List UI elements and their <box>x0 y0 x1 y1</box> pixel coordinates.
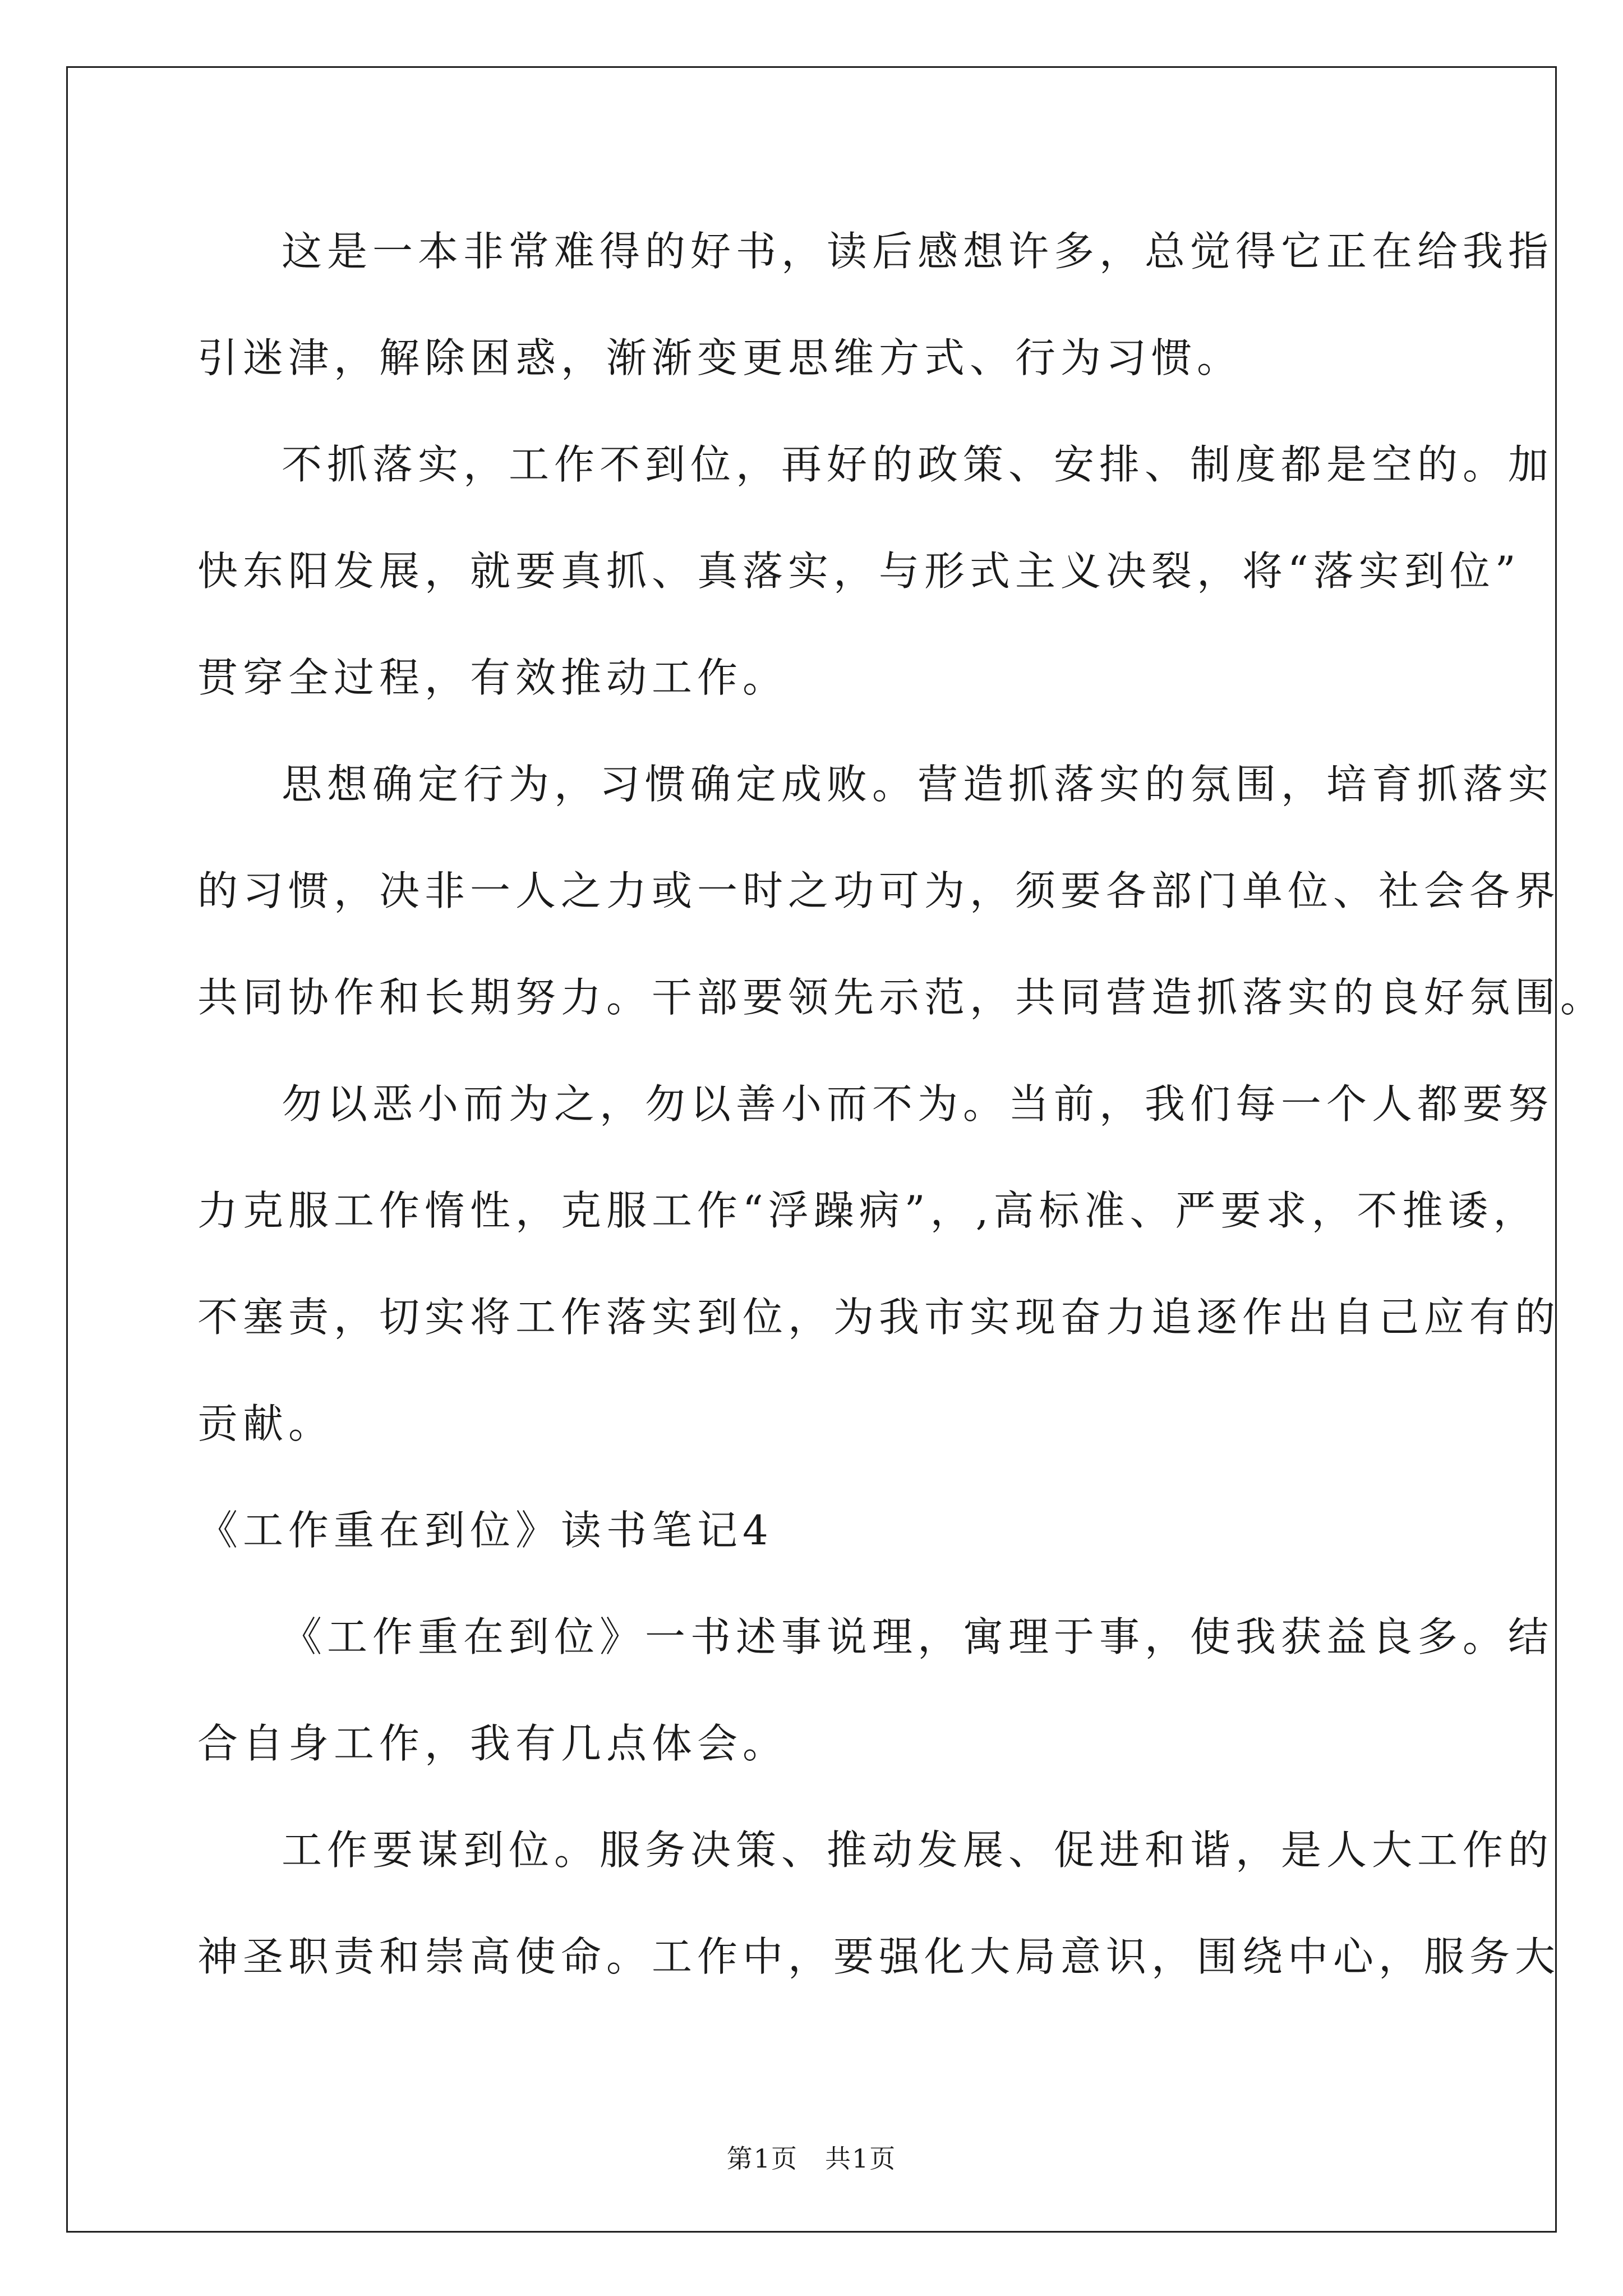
paragraph-3-line-3: 共同协作和长期努力。干部要领先示范，共同营造抓落实的良好氛围。 <box>197 974 1606 1021</box>
paragraph-4-line-1: 勿以恶小而为之，勿以善小而不为。当前，我们每一个人都要努 <box>282 1080 1554 1128</box>
paragraph-3-line-1: 思想确定行为，习惯确定成败。营造抓落实的氛围，培育抓落实 <box>282 761 1554 808</box>
paragraph-2-line-2: 快东阳发展，就要真抓、真落实，与形式主义决裂，将“落实到位” <box>197 547 1521 595</box>
page-number-footer: 第1页 共1页 <box>726 2143 897 2174</box>
paragraph-2-line-1: 不抓落实，工作不到位，再好的政策、安排、制度都是空的。加 <box>282 441 1554 488</box>
paragraph-4-line-3: 不塞责，切实将工作落实到位，为我市实现奋力追逐作出自己应有的 <box>197 1294 1561 1341</box>
paragraph-1-line-2: 引迷津，解除困惑，渐渐变更思维方式、行为习惯。 <box>197 334 1243 381</box>
section-paragraph-1-line-1: 《工作重在到位》一书述事说理，寓理于事，使我获益良多。结 <box>282 1613 1554 1660</box>
paragraph-4-line-2: 力克服工作惰性，克服工作“浮躁病”，,高标准、严要求，不推诿， <box>197 1187 1539 1234</box>
paragraph-1-line-1: 这是一本非常难得的好书，读后感想许多，总觉得它正在给我指 <box>282 228 1554 275</box>
paragraph-4-line-4: 贡献。 <box>197 1400 334 1447</box>
paragraph-3-line-2: 的习惯，决非一人之力或一时之功可为，须要各部门单位、社会各界 <box>197 867 1561 914</box>
section-paragraph-1-line-2: 合自身工作，我有几点体会。 <box>197 1720 789 1767</box>
document-body <box>197 222 1606 2033</box>
section-paragraph-2-line-1: 工作要谋到位。服务决策、推动发展、促进和谐，是人大工作的 <box>282 1826 1554 1874</box>
section-heading: 《工作重在到位》读书笔记4 <box>197 1507 773 1554</box>
paragraph-2-line-3: 贯穿全过程，有效推动工作。 <box>197 654 789 701</box>
section-paragraph-2-line-2: 神圣职责和崇高使命。工作中，要强化大局意识，围绕中心，服务大 <box>197 1933 1561 1980</box>
